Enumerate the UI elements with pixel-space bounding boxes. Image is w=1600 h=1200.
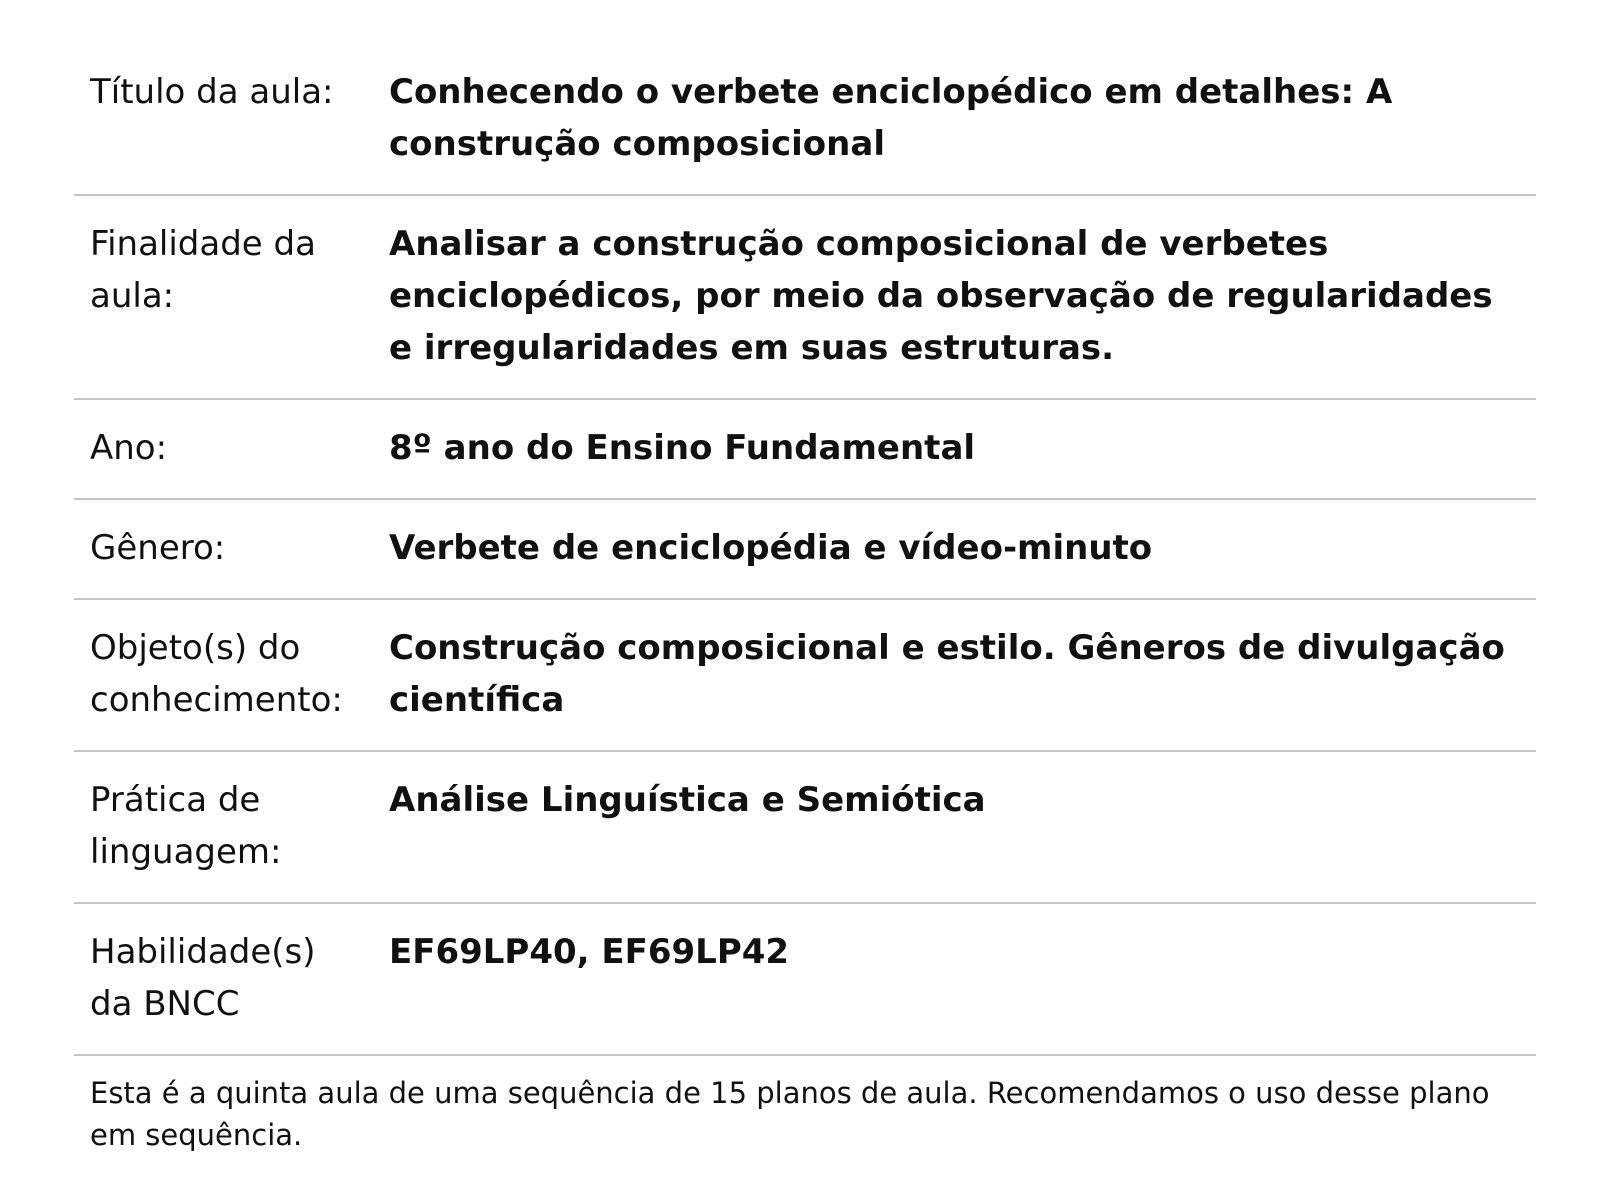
row-value: Verbete de enciclopédia e vídeo-minuto — [377, 499, 1536, 599]
row-value: Conhecendo o verbete enciclopédico em detalhes: A construção composicional — [389, 72, 1393, 164]
sequence-note: Esta é a quinta aula de uma sequência de 15 planos de aula. Recomendamos o uso desse plano em sequência. — [90, 1076, 1490, 1152]
row-value: Análise Linguística e Semiótica — [377, 751, 1536, 903]
row-value: 8º ano do Ensino Fundamental — [377, 399, 1536, 499]
row-label: Habilidade(s) da BNCC — [74, 903, 377, 1055]
row-label: Prática de linguagem: — [74, 751, 377, 903]
row-finalidade — [74, 195, 1536, 399]
lesson-info-table — [74, 44, 1536, 1056]
row-habilidades — [74, 903, 1536, 1055]
lesson-plan-page — [74, 44, 1536, 1156]
row-titulo — [74, 44, 1536, 195]
row-value: Construção composicional e estilo. Gêneros de divulgação científica — [377, 599, 1536, 751]
row-label: Gênero: — [74, 499, 377, 599]
row-ano — [74, 399, 1536, 499]
row-label: Título da aula: — [90, 72, 334, 112]
row-value: Analisar a construção composicional de verbetes enciclopédicos, por meio da observação de regularidades e irregularidades em suas estruturas. — [377, 195, 1536, 399]
row-label: Finalidade da aula: — [74, 195, 377, 399]
row-label: Ano: — [74, 399, 377, 499]
row-label: Objeto(s) do conhecimento: — [74, 599, 377, 751]
row-value: EF69LP40, EF69LP42 — [377, 903, 1536, 1055]
row-objeto — [74, 599, 1536, 751]
row-pratica — [74, 751, 1536, 903]
row-genero — [74, 499, 1536, 599]
